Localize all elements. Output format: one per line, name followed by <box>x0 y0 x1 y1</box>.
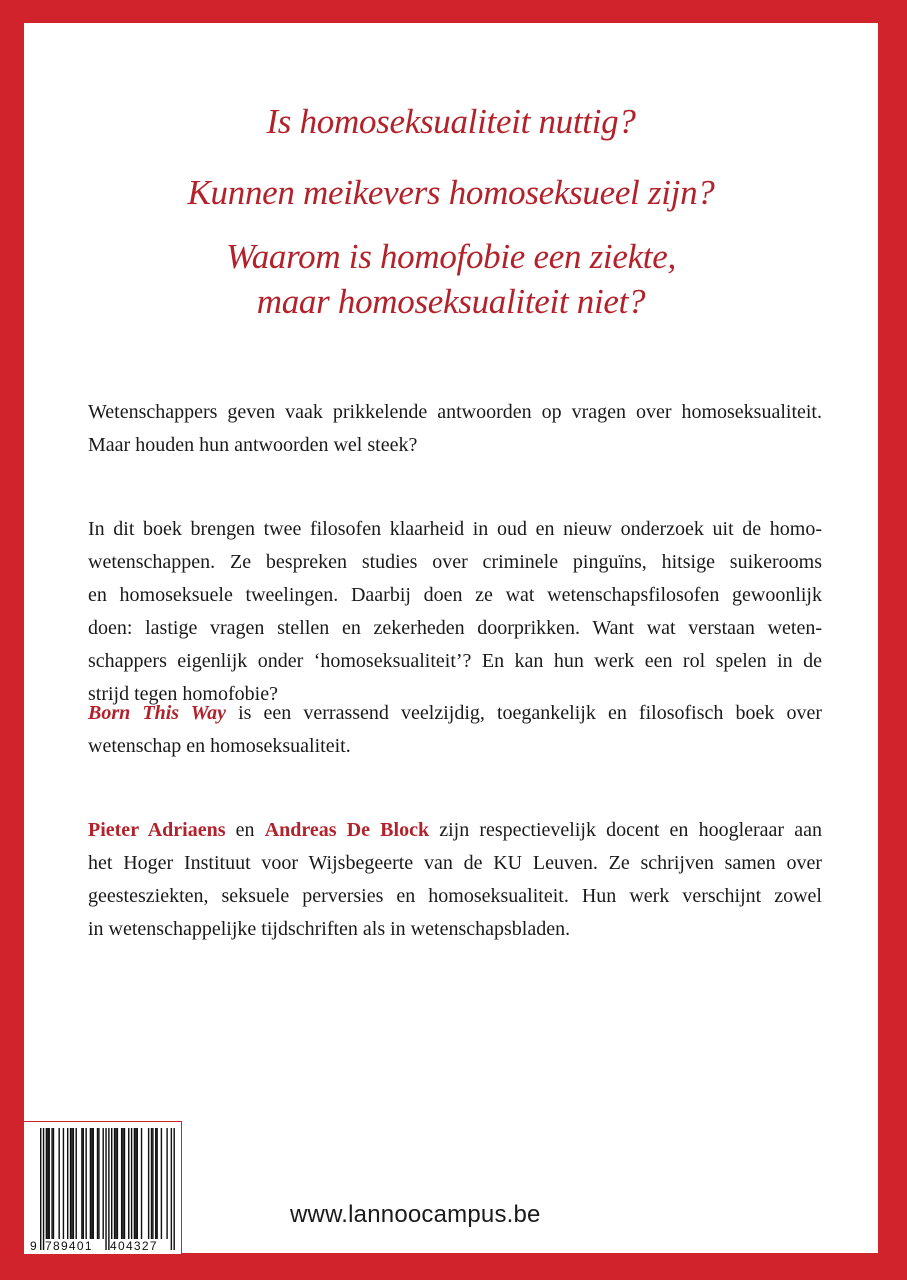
barcode-bar <box>81 1128 82 1239</box>
barcode-bar <box>51 1128 52 1239</box>
barcode-bar <box>58 1128 59 1239</box>
barcode-bar <box>166 1128 167 1239</box>
barcode-bar <box>122 1128 123 1239</box>
barcode-bar <box>71 1128 72 1239</box>
barcode-bar <box>102 1128 103 1239</box>
authors-line-3: geestesziekten, seksuele perversies en homoseksualiteit. Hun werk verschijnt zowel <box>88 885 822 907</box>
barcode-bar <box>134 1128 135 1239</box>
barcode-right-digits: 404327 <box>110 1239 158 1253</box>
question-3-line-1: Waarom is homofobie een ziekte, <box>226 237 676 276</box>
barcode-guard-bar <box>43 1128 44 1250</box>
barcode-bar <box>98 1128 99 1239</box>
authors-connector: en <box>225 819 265 841</box>
barcode-guard-bar <box>40 1128 41 1250</box>
barcode-bar <box>141 1128 142 1239</box>
barcode-first-digit: 9 <box>30 1239 38 1253</box>
barcode-bar <box>97 1128 98 1239</box>
barcode-bar <box>135 1128 136 1239</box>
barcode-bar <box>91 1128 92 1239</box>
question-2: Kunnen meikevers homoseksueel zijn? <box>187 173 715 212</box>
description-line-2: wetenschappen. Ze bespreken studies over criminele pinguïns, hitsige suikerooms <box>88 551 822 573</box>
description-line-4: doen: lastige vragen stellen en zekerheden doorprikken. Want wat verstaan weten- <box>88 617 822 639</box>
isbn-barcode <box>24 1121 182 1254</box>
barcode-bar <box>67 1128 68 1239</box>
barcode-guard-bar <box>173 1128 174 1250</box>
barcode-bar <box>124 1128 125 1239</box>
barcode-bars <box>40 1128 175 1250</box>
intro-paragraph <box>88 396 822 462</box>
summary-line-1 <box>88 697 822 730</box>
barcode-bar <box>63 1128 64 1239</box>
barcode-bar <box>111 1128 112 1239</box>
barcode-bar <box>47 1128 48 1239</box>
barcode-bar <box>115 1128 116 1239</box>
barcode-bar <box>151 1128 152 1239</box>
summary-line-1-rest: is een verrassend veelzijdig, toegankelijk en filosofisch boek over <box>225 702 822 724</box>
publisher-website[interactable]: www.lannoocampus.be <box>290 1201 541 1228</box>
description-line-6: strijd tegen homofobie? <box>88 683 278 705</box>
barcode-bar <box>114 1128 115 1239</box>
barcode-bar <box>155 1128 156 1239</box>
barcode-bar <box>93 1128 94 1239</box>
barcode-guard-bar <box>171 1128 172 1250</box>
barcode-bar <box>117 1128 118 1239</box>
intro-line-1: Wetenschappers geven vaak prikkelende antwoorden op vragen over homoseksualiteit. <box>88 401 822 423</box>
barcode-bar <box>121 1128 122 1239</box>
authors-line-2: het Hoger Instituut voor Wijsbegeerte van de KU Leuven. Ze schrijven samen over <box>88 852 822 874</box>
barcode-bar <box>148 1128 149 1239</box>
barcode-bar <box>53 1128 54 1239</box>
description-line-1: In dit boek brengen twee filosofen klaarheid in oud en nieuw onderzoek uit de homo- <box>88 518 822 540</box>
book-title: Born This Way <box>88 702 226 724</box>
authors-line-1-rest: zijn respectievelijk docent en hoogleraar aan <box>429 819 822 841</box>
barcode-bar <box>49 1128 50 1239</box>
barcode-bar <box>70 1128 71 1239</box>
barcode-bar <box>83 1128 84 1239</box>
barcode-bar <box>73 1128 74 1239</box>
author-2: Andreas De Block <box>264 819 430 841</box>
barcode-bar <box>90 1128 91 1239</box>
barcode-guard-bar <box>105 1128 106 1250</box>
book-summary-paragraph <box>88 697 822 763</box>
barcode-bar <box>152 1128 153 1239</box>
barcode-bar <box>137 1128 138 1239</box>
barcode-bar <box>85 1128 86 1239</box>
summary-line-2: wetenschap en homoseksualiteit. <box>88 735 351 757</box>
description-line-5: schappers eigenlijk onder ‘homoseksualiteit’? En kan hun werk een rol spelen in de <box>88 650 822 672</box>
intro-line-2: Maar houden hun antwoorden wel steek? <box>88 434 418 456</box>
question-1: Is homoseksualiteit nuttig? <box>266 102 636 141</box>
barcode-graphic <box>24 1122 182 1255</box>
authors-line-4: in wetenschappelijke tijdschriften als in wetenschapsbladen. <box>88 918 571 940</box>
authors-paragraph <box>88 814 822 946</box>
barcode-guard-bar <box>108 1128 109 1250</box>
barcode-bar <box>46 1128 47 1239</box>
barcode-bar <box>161 1128 162 1239</box>
description-line-3: en homoseksuele tweelingen. Daarbij doen ze wat wetenschapsfilosofen gewoonlijk <box>88 584 822 606</box>
author-1: Pieter Adriaens <box>88 819 226 841</box>
description-paragraph <box>88 513 822 711</box>
barcode-bar <box>128 1128 129 1239</box>
question-3-line-2: maar homoseksualiteit niet? <box>256 282 646 321</box>
barcode-left-digits: 789401 <box>45 1239 93 1253</box>
authors-line-1 <box>88 814 822 847</box>
barcode-bar <box>156 1128 157 1239</box>
barcode-bar <box>76 1128 77 1239</box>
barcode-bar <box>131 1128 132 1239</box>
back-cover <box>24 23 878 1253</box>
